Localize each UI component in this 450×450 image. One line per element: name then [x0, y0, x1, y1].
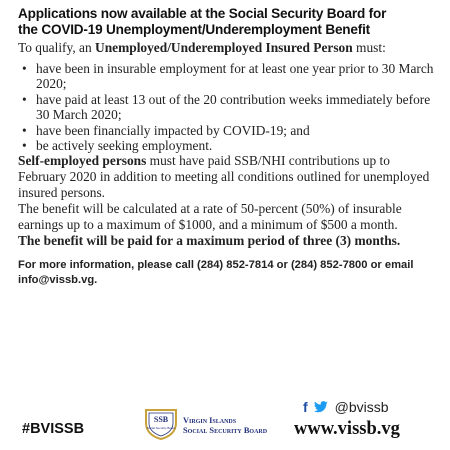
qualify-prefix: To qualify, an [18, 40, 96, 55]
requirement-text: be actively seeking employment. [36, 138, 213, 154]
seal-subtext: Social Security Board [146, 426, 176, 430]
ssb-logo [143, 404, 273, 444]
more-info-paragraph: For more information, please call (284) 852-7814 or (284) 852-7800 or email info@vissb.vg. [18, 259, 414, 287]
benefit-calculation-paragraph: The benefit will be calculated at a rate of 50-percent (50%) of insurable earnings up to a maximum of $1000, and a minimum of $500 a month. [18, 201, 402, 233]
qualify-bold: Unemployed/Underemployed Insured Person [95, 40, 353, 55]
qualify-intro [18, 40, 434, 56]
document-body [18, 6, 434, 288]
headline-line-1: Applications now available at the Social Security Board for [18, 6, 387, 21]
requirements-list [18, 61, 434, 153]
requirement-text: have been in insurable employment for at least one year prior to 30 March 2020; [36, 61, 434, 92]
requirement-text: have been financially impacted by COVID-19; and [36, 122, 310, 138]
social-links [303, 398, 389, 416]
twitter-icon[interactable] [314, 401, 328, 413]
ssb-seal-icon [143, 406, 179, 440]
logo-line-1: Virgin Islands [183, 416, 237, 425]
list-item [18, 123, 434, 138]
bullet-icon: • [22, 91, 27, 107]
list-item [18, 61, 434, 92]
benefit-period-paragraph: The benefit will be paid for a maximum period of three (3) months. [18, 233, 401, 249]
headline [18, 6, 434, 37]
list-item [18, 138, 434, 153]
logo-line-2: Social Security Board [183, 426, 268, 435]
hashtag: #BVISSB [22, 421, 85, 437]
requirement-text: have paid at least 13 out of the 20 contribution weeks immediately before 30 March 2020; [36, 91, 431, 123]
logo-text [183, 416, 267, 436]
facebook-icon[interactable]: f [303, 399, 308, 415]
headline-line-2: the COVID-19 Unemployment/Underemployment Benefit [18, 21, 371, 37]
list-item [18, 92, 434, 123]
footer [0, 388, 450, 450]
website-link[interactable]: www.vissb.vg [294, 419, 400, 439]
bullet-icon: • [22, 138, 27, 154]
qualify-suffix: must: [352, 40, 386, 55]
self-employed-rest: must have paid SSB/NHI contributions up to February 2020 in addition to meeting all conditions outlined for unemployed insured persons. [18, 153, 430, 201]
self-employed-paragraph [18, 153, 434, 201]
bullet-icon: • [22, 122, 27, 138]
self-employed-bold: Self-employed persons [18, 153, 147, 169]
social-handle[interactable]: @bvissb [334, 399, 389, 415]
bullet-icon: • [22, 61, 27, 76]
seal-text: SSB [153, 415, 169, 424]
